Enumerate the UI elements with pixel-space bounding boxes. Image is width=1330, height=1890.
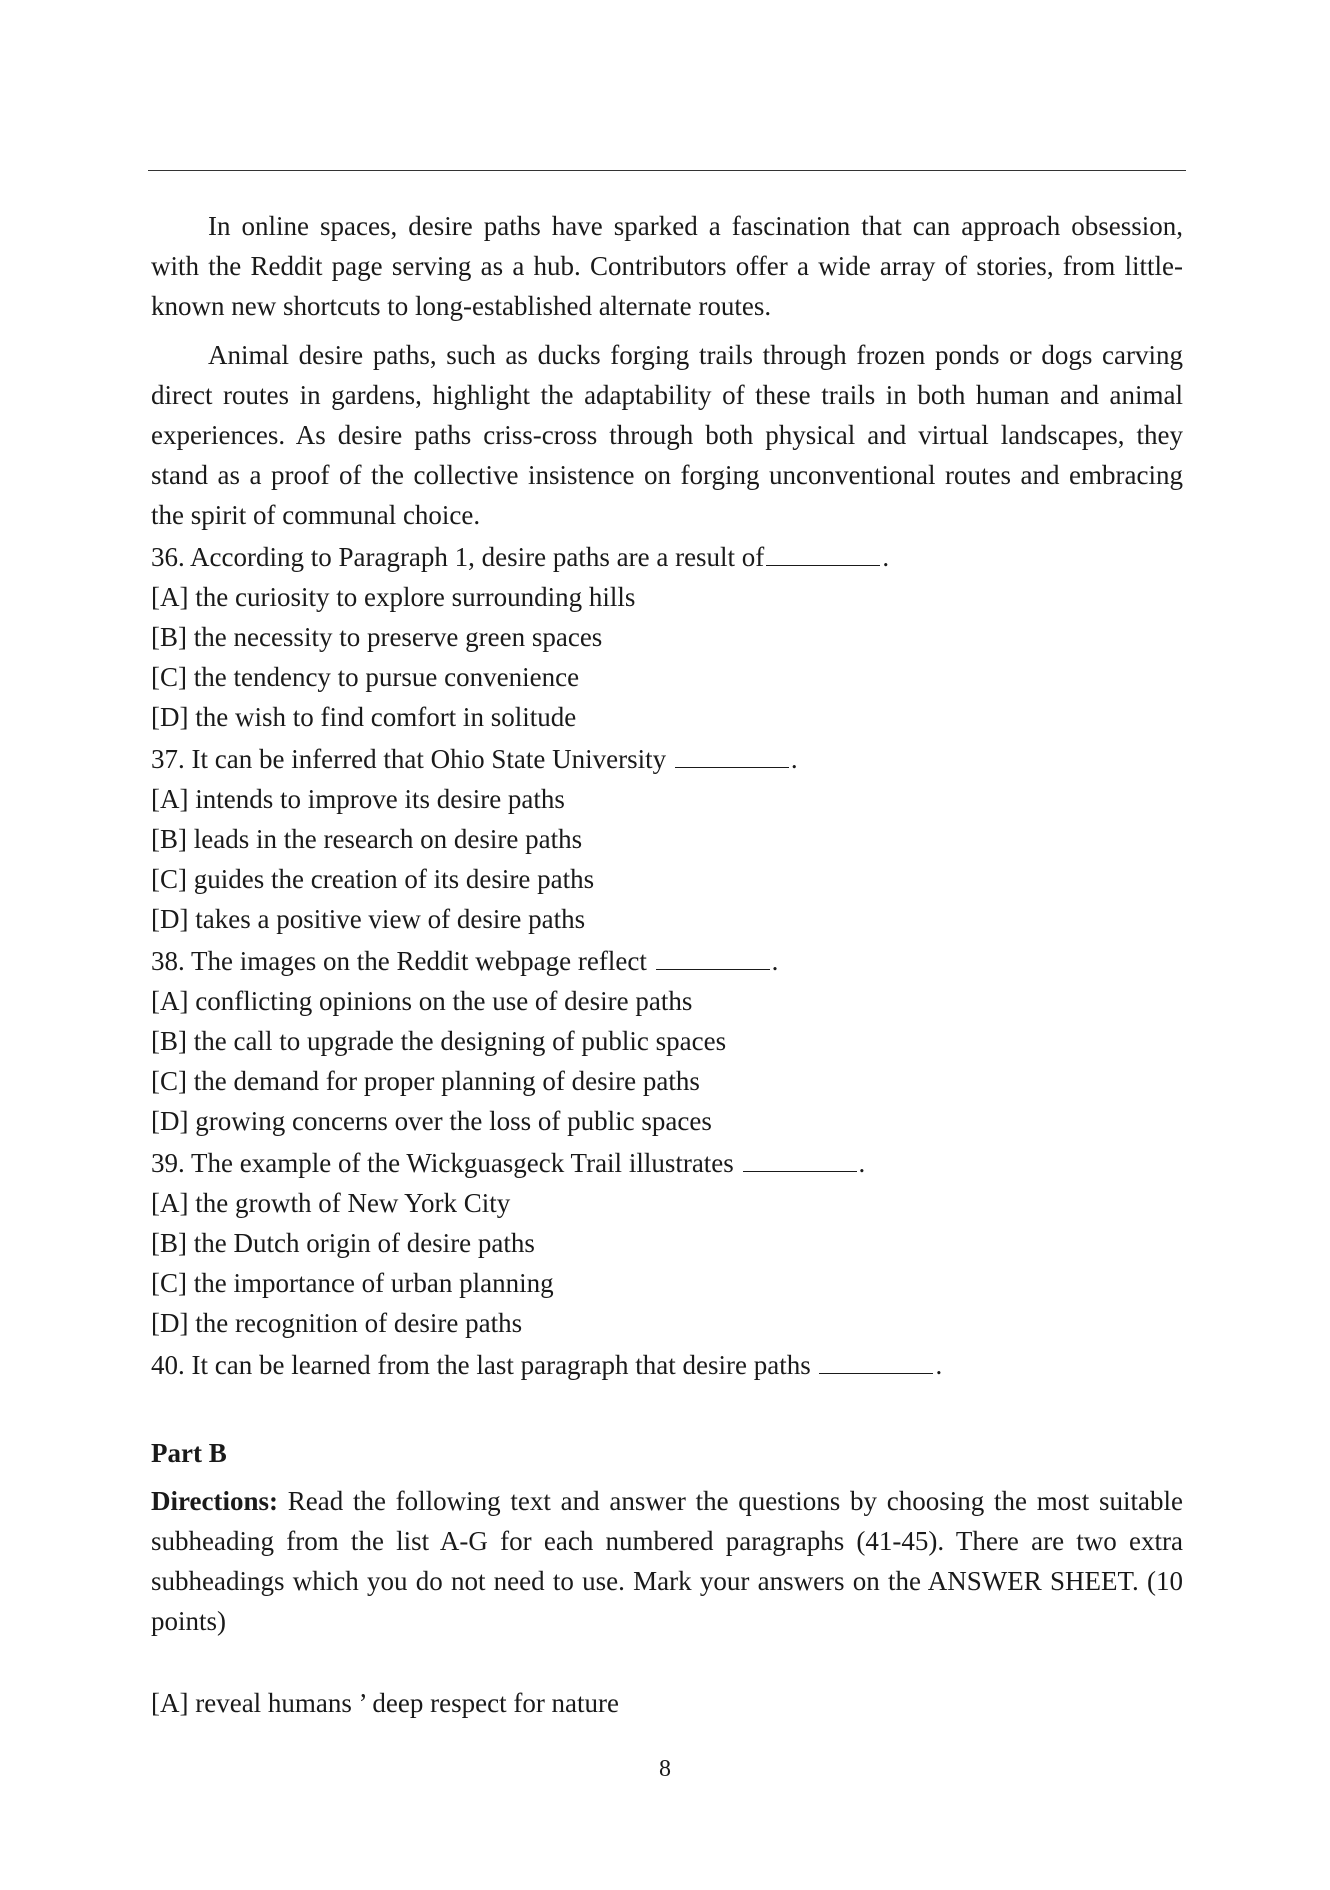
question-39 [151, 1143, 1183, 1343]
question-stem: 38. The images on the Reddit webpage reflect . [151, 946, 779, 976]
question-stem: 37. It can be inferred that Ohio State University . [151, 744, 798, 774]
question-stem: 36. According to Paragraph 1, desire paths are a result of . [151, 542, 890, 572]
answer-blank [743, 1147, 857, 1172]
option-b: [B] the Dutch origin of desire paths [151, 1228, 535, 1258]
subheading-option-a: [A] reveal humans ’ deep respect for nature [151, 1688, 620, 1718]
option-a: [A] the growth of New York City [151, 1188, 511, 1218]
directions [151, 1481, 1183, 1641]
option-b: [B] the call to upgrade the designing of public spaces [151, 1026, 727, 1056]
option-c: [C] guides the creation of its desire paths [151, 864, 595, 894]
directions-label: Directions: [151, 1486, 278, 1516]
option-d: [D] growing concerns over the loss of public spaces [151, 1106, 712, 1136]
option-a: [A] conflicting opinions on the use of desire paths [151, 986, 693, 1016]
paragraph-online-spaces: In online spaces, desire paths have sparked a fascination that can approach obsession, with the Reddit page serving as a hub. Contributors offer a wide array of stories, from little-known new shortcuts to long-established alternate routes. [151, 211, 1183, 321]
answer-blank [675, 743, 789, 768]
answer-blank [656, 945, 770, 970]
paragraph-animal-desire-paths: Animal desire paths, such as ducks forging trails through frozen ponds or dogs carving direct routes in gardens, highlight the adaptability of these trails in both human and animal experiences. As desire paths criss-cross through both physical and virtual landscapes, they stand as a proof of the collective insistence on forging unconventional routes and embracing the spirit of communal choice. [151, 340, 1183, 530]
option-b: [B] leads in the research on desire paths [151, 824, 583, 854]
option-c: [C] the demand for proper planning of desire paths [151, 1066, 700, 1096]
question-37 [151, 739, 1183, 939]
part-b-heading: Part B [151, 1438, 227, 1468]
page-number: 8 [659, 1756, 671, 1782]
question-36 [151, 537, 1183, 737]
header-rule [148, 170, 1186, 171]
option-c: [C] the importance of urban planning [151, 1268, 554, 1298]
question-40 [151, 1345, 1183, 1385]
option-a: [A] the curiosity to explore surrounding hills [151, 582, 636, 612]
question-38 [151, 941, 1183, 1141]
option-d: [D] the wish to find comfort in solitude [151, 702, 577, 732]
option-d: [D] the recognition of desire paths [151, 1308, 523, 1338]
option-b: [B] the necessity to preserve green spaces [151, 622, 603, 652]
question-stem: 39. The example of the Wickguasgeck Trail illustrates . [151, 1148, 866, 1178]
page-content [151, 206, 1183, 1723]
option-c: [C] the tendency to pursue convenience [151, 662, 580, 692]
option-d: [D] takes a positive view of desire paths [151, 904, 586, 934]
answer-blank [766, 541, 880, 566]
question-stem: 40. It can be learned from the last paragraph that desire paths . [151, 1350, 943, 1380]
directions-text: Read the following text and answer the questions by choosing the most suitable subheading from the list A-G for each numbered paragraphs (41-45). There are two extra subheadings which you do not need to use. Mark your answers on the ANSWER SHEET. (10 points) [151, 1486, 1183, 1636]
answer-blank [819, 1349, 933, 1374]
option-a: [A] intends to improve its desire paths [151, 784, 565, 814]
